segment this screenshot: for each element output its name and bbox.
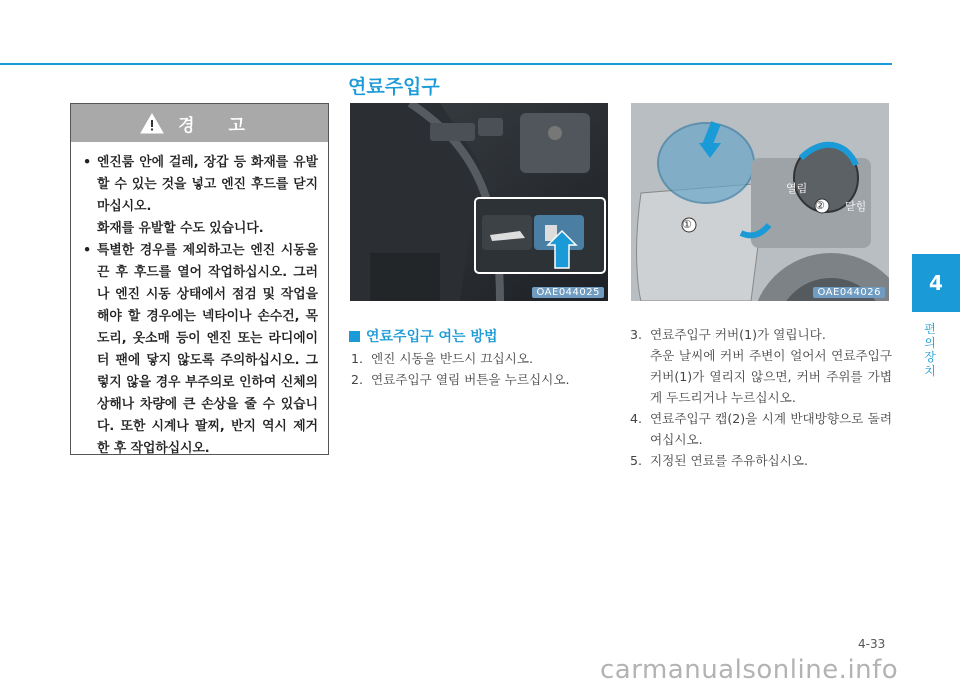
step-number: 4. <box>630 411 643 426</box>
step-text: 연료주입구 캡(2)을 시계 반대방향으로 돌려 여십시오. <box>650 411 892 447</box>
marker-1: ① <box>682 218 692 231</box>
warning-header <box>71 104 328 142</box>
step-text: 연료주입구 열림 버튼을 누르십시오. <box>371 372 570 387</box>
fuel-button-illustration <box>350 103 608 301</box>
square-bullet-icon <box>349 331 360 342</box>
close-label: 닫힘 <box>845 200 867 213</box>
step-item <box>630 408 892 450</box>
steps-right <box>630 324 892 471</box>
step-item <box>351 348 606 369</box>
watermark: carmanualsonline.info <box>600 655 899 685</box>
chapter-label: 편의 장치 <box>924 322 936 378</box>
open-label: 열림 <box>786 182 808 195</box>
top-rule <box>0 63 892 65</box>
step-text: 연료주입구 커버(1)가 열립니다. 추운 날씨에 커버 주변이 얼어서 연료주입구 커버(1)가 열리지 않으면, 커버 주위를 가볍게 두드리거나 누르십시오. <box>650 327 892 405</box>
chapter-tab[interactable]: 4 <box>912 254 960 312</box>
step-text: 엔진 시동을 반드시 끄십시오. <box>371 351 533 366</box>
section-title: 연료주입구 <box>348 76 440 98</box>
warning-item-sub: 화재를 유발할 수도 있습니다. <box>97 221 264 236</box>
steps-left <box>351 348 606 390</box>
subsection-title <box>349 326 497 346</box>
marker-2: ② <box>815 199 825 212</box>
step-item <box>630 324 892 408</box>
warning-list-2 <box>71 240 328 460</box>
warning-box <box>70 103 329 455</box>
warning-triangle-icon <box>140 113 164 134</box>
step-item <box>351 369 606 390</box>
page-number: 4-33 <box>858 637 886 651</box>
photo-fuel-button <box>350 103 608 301</box>
warning-item: • 엔진룸 안에 걸레, 장갑 등 화재를 유발할 수 있는 것을 넣고 엔진 후드를 닫지 마십시오. <box>83 152 318 218</box>
step-text: 지정된 연료를 주유하십시오. <box>650 453 808 468</box>
step-item <box>630 450 892 471</box>
warning-item: • 특별한 경우를 제외하고는 엔진 시동을 끈 후 후드를 열어 작업하십시오. 그러나 엔진 시동 상태에서 점검 및 작업을 해야 할 경우에는 넥타이나 손수건, 목도리, 옷소매 등이 엔진 또는 라디에이터 팬에 닿지 않도록 주의하십시오. 그렇지 않을 경우 부주의로 인하여 신체의 상해나 차량에 큰 손상을 줄 수 있습니다. 또한 시계나 팔찌, 반지 역시 제거한 후 작업하십시오. <box>83 240 318 460</box>
step-number: 1. <box>351 351 364 366</box>
step-number: 5. <box>630 453 643 468</box>
photo-code: OAE044026 <box>813 287 885 298</box>
photo-code: OAE044025 <box>532 287 604 298</box>
photo-fuel-cap <box>631 103 889 301</box>
subsection-title-text: 연료주입구 여는 방법 <box>366 329 498 345</box>
warning-heading: 경 고 <box>178 115 259 136</box>
warning-list <box>71 142 328 218</box>
step-number: 3. <box>630 327 643 342</box>
step-number: 2. <box>351 372 364 387</box>
